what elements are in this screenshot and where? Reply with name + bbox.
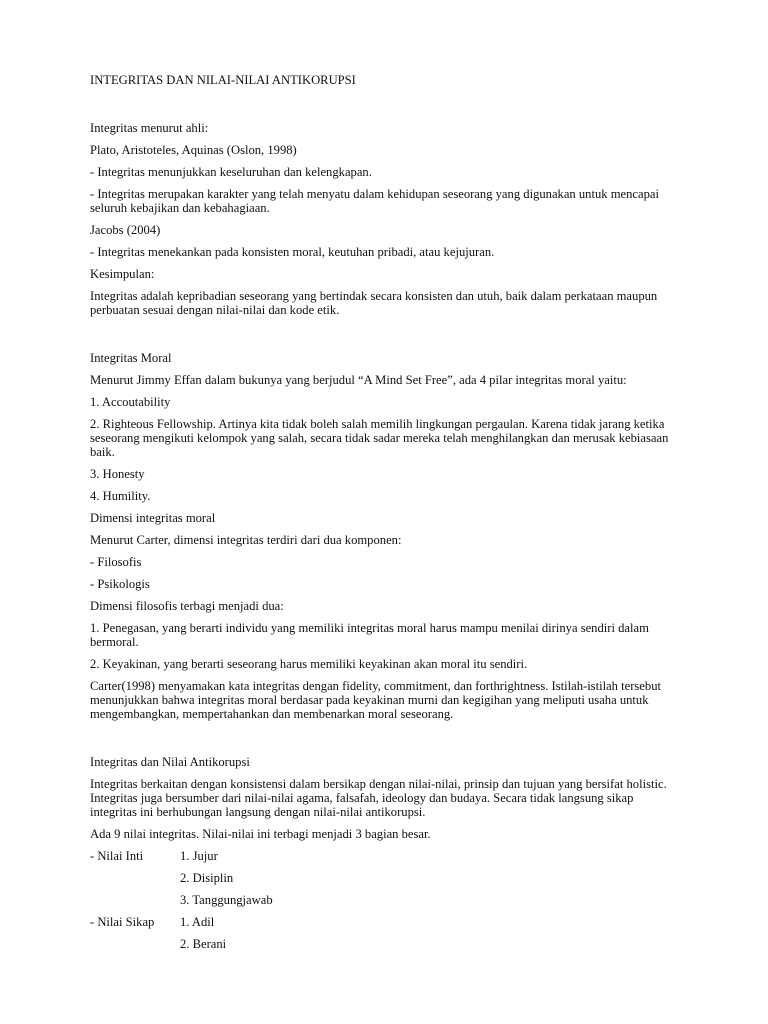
list-item: 1. Penegasan, yang berarti individu yang memiliki integritas moral harus mampu menilai dirinya sendiri dalam bermoral. (90, 621, 649, 649)
paragraph: - Integritas menunjukkan keseluruhan dan kelengkapan. (90, 165, 372, 179)
list-item: 3. Honesty (90, 467, 145, 481)
value-item: 1. Jujur (180, 849, 218, 863)
paragraph: Integritas menurut ahli: (90, 121, 209, 135)
value-row (90, 871, 680, 885)
paragraph: Ada 9 nilai integritas. Nilai-nilai ini terbagi menjadi 3 bagian besar. (90, 827, 431, 841)
value-item: 3. Tanggungjawab (180, 893, 273, 907)
paragraph: Menurut Carter, dimensi integritas terdiri dari dua komponen: (90, 533, 402, 547)
value-item: 2. Disiplin (180, 871, 234, 885)
value-group-label: - Nilai Sikap (90, 915, 155, 929)
document-title: INTEGRITAS DAN NILAI-NILAI ANTIKORUPSI (90, 73, 356, 87)
document-body (90, 73, 680, 959)
list-item: - Filosofis (90, 555, 142, 569)
value-row (90, 893, 680, 907)
value-row (90, 915, 680, 929)
list-item: 1. Accoutability (90, 395, 171, 409)
value-item: 2. Berani (180, 937, 227, 951)
value-row (90, 937, 680, 951)
value-row (90, 849, 680, 863)
paragraph: Dimensi filosofis terbagi menjadi dua: (90, 599, 284, 613)
paragraph: Integritas berkaitan dengan konsistensi dalam bersikap dengan nilai-nilai, prinsip dan tujuan yang bersifat holistic. Integritas juga bersumber dari nilai-nilai agama, falsafah, ideology dan budaya. Secara tidak langsung sikap integritas ini berhubungan langsung dengan nilai-nilai antikorupsi. (90, 777, 667, 819)
paragraph: Plato, Aristoteles, Aquinas (Oslon, 1998) (90, 143, 297, 157)
paragraph: Dimensi integritas moral (90, 511, 216, 525)
paragraph: Integritas adalah kepribadian seseorang yang bertindak secara konsisten dan utuh, baik dalam perkataan maupun perbuatan sesuai dengan nilai-nilai dan kode etik. (90, 289, 658, 317)
paragraph: Carter(1998) menyamakan kata integritas dengan fidelity, commitment, dan forthrightness. Istilah-istilah tersebut menunjukkan bahwa integritas moral berdasar pada keyakinan murni dan kegigihan yang meliputi usaha untuk mengembangkan, mempertahankan dan membenarkan moral seseorang. (90, 679, 661, 721)
list-item: 2. Righteous Fellowship. Artinya kita tidak boleh salah memilih lingkungan pergaulan. Karena tidak jarang ketika seseorang mengikuti kelompok yang salah, secara tidak sadar mereka telah menghilangkan dan merusak kebiasaan baik. (90, 417, 669, 459)
value-item: 1. Adil (180, 915, 215, 929)
paragraph: - Integritas merupakan karakter yang telah menyatu dalam kehidupan seseorang yang digunakan untuk mencapai seluruh kebajikan dan kebahagiaan. (90, 187, 659, 215)
list-item: 4. Humility. (90, 489, 151, 503)
paragraph: Kesimpulan: (90, 267, 155, 281)
list-item: - Psikologis (90, 577, 150, 591)
paragraph: - Integritas menekankan pada konsisten moral, keutuhan pribadi, atau kejujuran. (90, 245, 495, 259)
list-item: 2. Keyakinan, yang berarti seseorang harus memiliki keyakinan akan moral itu sendiri. (90, 657, 528, 671)
paragraph: Menurut Jimmy Effan dalam bukunya yang berjudul “A Mind Set Free”, ada 4 pilar integritas moral yaitu: (90, 373, 627, 387)
value-group-label: - Nilai Inti (90, 849, 144, 863)
paragraph: Jacobs (2004) (90, 223, 161, 237)
section-heading: Integritas dan Nilai Antikorupsi (90, 755, 250, 769)
section-heading: Integritas Moral (90, 351, 172, 365)
